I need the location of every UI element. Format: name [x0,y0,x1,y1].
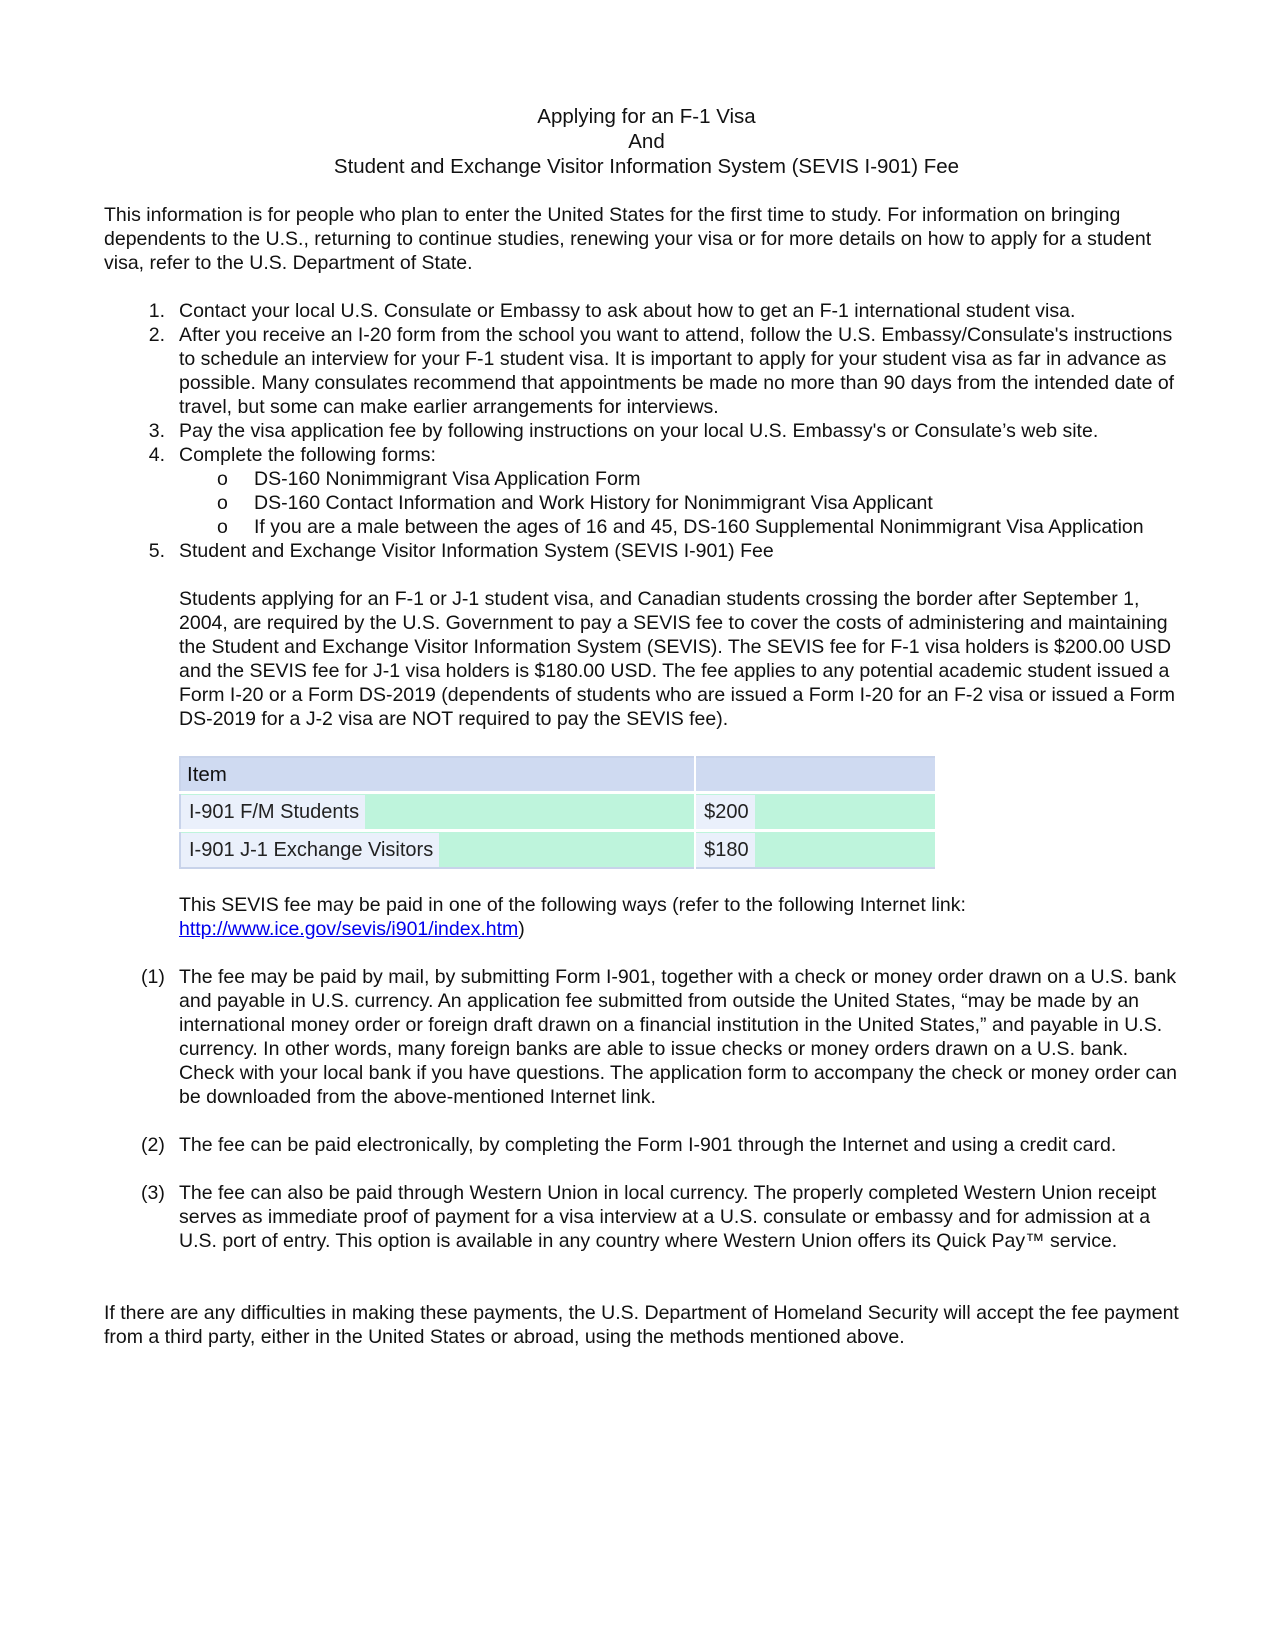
fee-item-cell: I-901 J-1 Exchange Visitors [181,833,439,867]
step-text: Contact your local U.S. Consulate or Embassy to ask about how to get an F-1 international student visa. [179,300,1076,322]
fee-table-header-row [180,757,936,793]
title-line-3: Student and Exchange Visitor Information System (SEVIS I-901) Fee [333,155,960,178]
sevis-i901-link[interactable]: http://www.ice.gov/sevis/i901/index.htm [179,918,519,940]
intro-paragraph: This information is for people who plan to enter the United States for the first time to study. For information on bringing dependents to the U.S., returning to continue studies, renewing your visa or for more details on how to apply for a student visa, refer to the U.S. Department of State. [104,204,1152,274]
step-number: 5. [148,540,165,562]
form-item [179,491,1179,515]
step-text: Pay the visa application fee by following instructions on your local U.S. Embassy's or Consulate’s web site. [179,420,1099,442]
bullet-marker: o [217,468,228,490]
step-number: 4. [148,444,165,466]
step-item [104,539,1179,941]
document-title [104,104,1179,179]
fee-amount-cell: $180 [696,833,755,867]
method-text: The fee can also be paid through Western Union in local currency. The properly completed Western Union receipt serves as immediate proof of payment for a visa interview at a U.S. consulate or embassy and for admission at a U.S. port of entry. This option is available in any country where Western Union offers its Quick Pay™ service. [179,1182,1157,1252]
step-number: 2. [148,324,165,346]
step-text: After you receive an I-20 form from the school you want to attend, follow the U.S. Embassy/Consulate's instructions to schedule an interview for your F-1 student visa. It is important to apply for your student visa as far in advance as possible. Many consulates recommend that appointments be made no more than 90 days from the intended date of travel, but some can make earlier arrangements for interviews. [179,324,1175,418]
method-text: The fee can be paid electronically, by completing the Form I-901 through the Internet and using a credit card. [179,1134,1117,1156]
sevis-fee-paragraph: Students applying for an F-1 or J-1 student visa, and Canadian students crossing the border after September 1, 2004, are required by the U.S. Government to pay a SEVIS fee to cover the costs of administering and maintaining the Student and Exchange Visitor Information System (SEVIS). The SEVIS fee for F-1 visa holders is $200.00 USD and the SEVIS fee for J-1 visa holders is $180.00 USD. The fee applies to any potential academic student issued a Form I-20 or a Form DS-2019 (dependents of students who are issued a Form I-20 for an F-2 visa or issued a Form DS-2019 for a J-2 visa are NOT required to pay the SEVIS fee). [179,588,1176,730]
fee-table-header-item: Item [180,757,695,793]
step-item [104,323,1179,419]
payment-method-item [104,1133,1179,1157]
payment-method-item [104,965,1179,1109]
form-item-text: DS-160 Nonimmigrant Visa Application Form [254,468,641,490]
method-number: (3) [141,1182,165,1204]
step-text: Complete the following forms: [179,444,436,466]
title-line-2: And [628,130,665,153]
payment-intro-text: This SEVIS fee may be paid in one of the following ways (refer to the following Internet link: [179,894,966,916]
table-row [180,831,936,869]
form-item [179,515,1179,539]
method-number: (2) [141,1134,165,1156]
payment-intro-close: ) [518,918,525,940]
forms-list [179,467,1179,539]
step-text: Student and Exchange Visitor Information System (SEVIS I-901) Fee [179,540,774,562]
document-page [104,104,1179,1349]
bullet-marker: o [217,516,228,538]
step-number: 3. [148,420,165,442]
payment-methods-list [104,965,1179,1253]
form-item-text: DS-160 Contact Information and Work History for Nonimmigrant Visa Applicant [254,492,933,514]
fee-table-header-amount [695,757,936,793]
form-item [179,467,1179,491]
steps-list [104,299,1179,941]
payment-method-item [104,1181,1179,1253]
fee-table [179,756,937,869]
bullet-marker: o [217,492,228,514]
fee-item-cell: I-901 F/M Students [181,795,365,829]
fee-amount-cell: $200 [696,795,755,829]
table-row [180,793,936,831]
title-line-1: Applying for an F-1 Visa [537,105,756,128]
step-item [104,419,1179,443]
payment-intro [179,893,1179,941]
method-number: (1) [141,966,165,988]
closing-paragraph: If there are any difficulties in making these payments, the U.S. Department of Homeland Security will accept the fee payment from a third party, either in the United States or abroad, using the methods mentioned above. [104,1302,1179,1348]
step-item [104,443,1179,539]
form-item-text: If you are a male between the ages of 16 and 45, DS-160 Supplemental Nonimmigrant Visa Application [254,516,1144,538]
method-text: The fee may be paid by mail, by submitting Form I-901, together with a check or money order drawn on a U.S. bank and payable in U.S. currency. An application fee submitted from outside the United States, “may be made by an international money order or foreign draft drawn on a financial institution in the United States,” and payable in U.S. currency. In other words, many foreign banks are able to issue checks or money orders drawn on a U.S. bank. Check with your local bank if you have questions. The application form to accompany the check or money order can be downloaded from the above-mentioned Internet link. [179,966,1177,1108]
step-item [104,299,1179,323]
step-number: 1. [148,300,165,322]
